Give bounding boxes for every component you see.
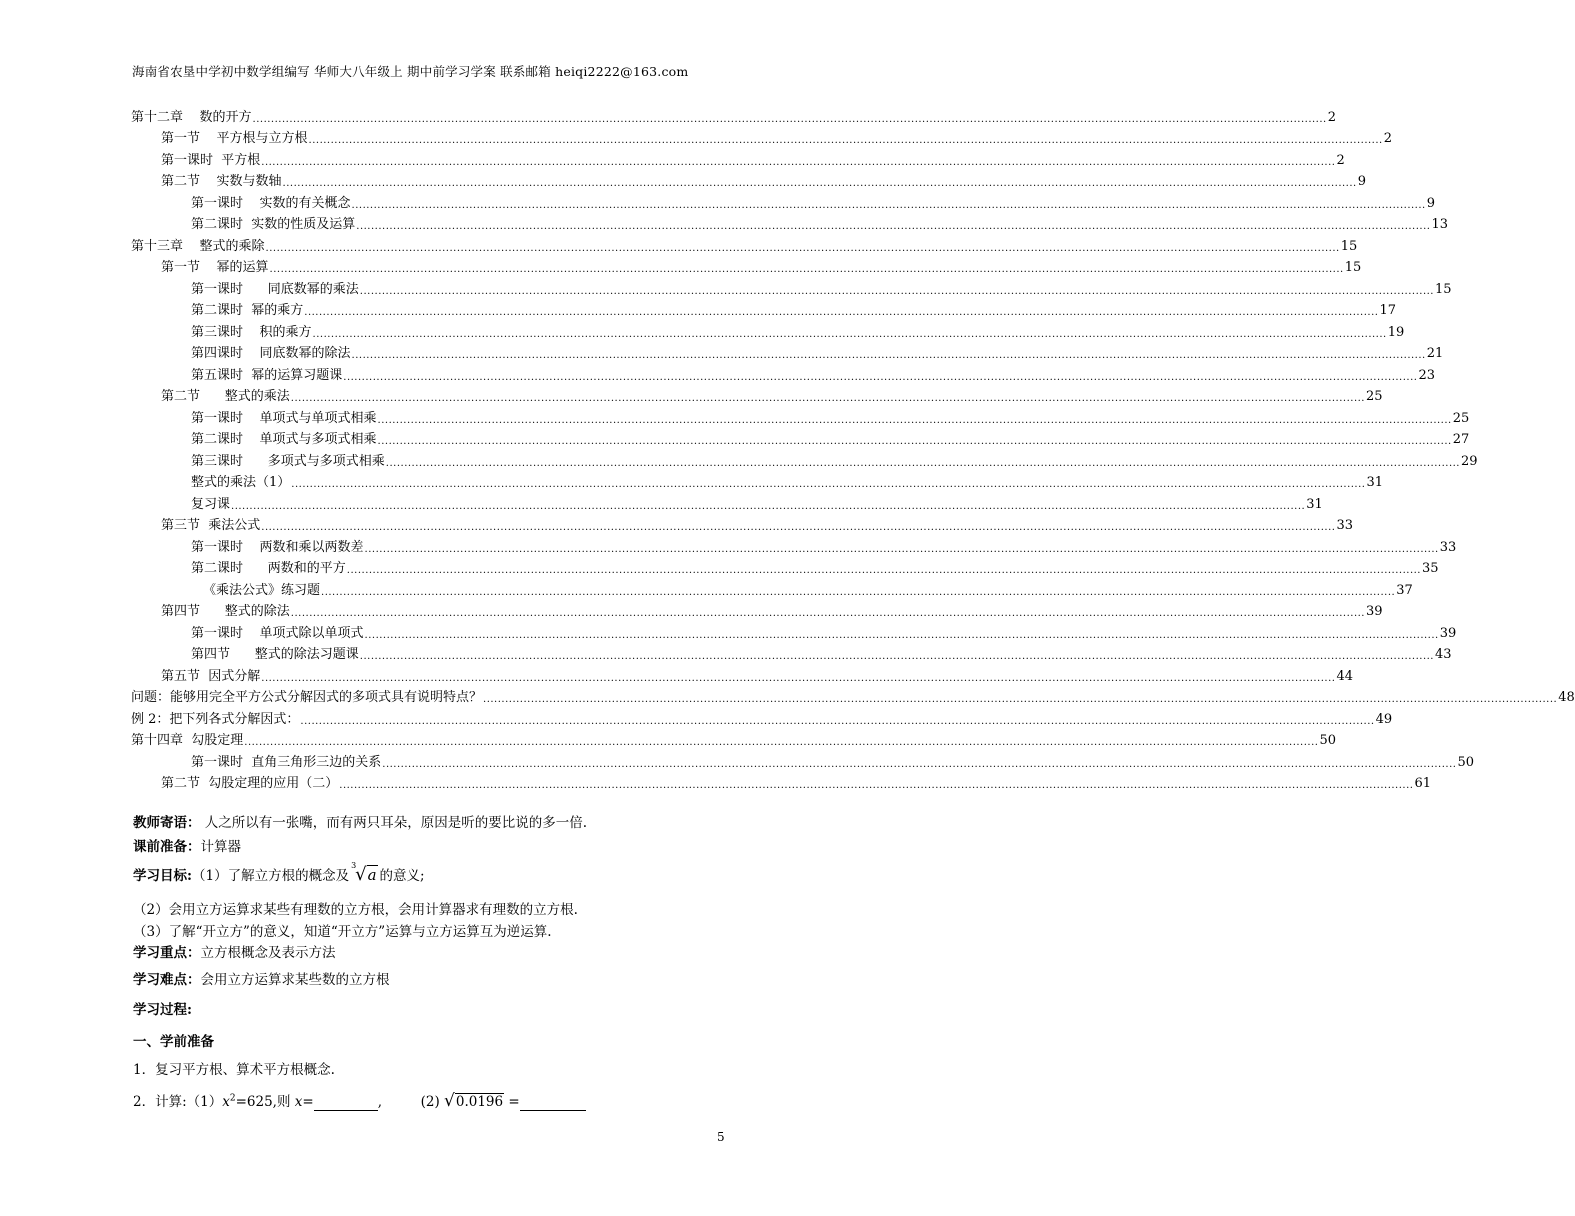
toc-entry-page: 43 — [1434, 647, 1452, 662]
difficulty-text: 会用立方运算求某些数的立方根 — [200, 972, 390, 988]
toc-entry[interactable] — [131, 276, 1452, 298]
toc-entry-title: 第五课时 幂的运算习题课 — [191, 367, 343, 383]
teacher-message-text: 人之所以有一张嘴，而有两只耳朵，原因是听的要比说的多一倍. — [200, 815, 588, 831]
exercise-2-part-2-label: (2) — [420, 1094, 440, 1110]
exercise-2-prefix: 2．计算:（1） — [133, 1094, 223, 1110]
toc-entry[interactable] — [131, 577, 1413, 599]
learning-goal-3: （3）了解“开立方”的意义，知道“开立方”运算与立方运算互为逆运算. — [133, 924, 552, 940]
cube-root-index: 3 — [351, 861, 357, 870]
toc-entry[interactable] — [131, 233, 1358, 255]
toc-dot-leader: .................................................................................................................................................................................................................................................................................................... — [269, 264, 1344, 275]
toc-entry-title: 第一课时 单项式与单项式相乘 — [191, 410, 377, 426]
preparation-text: 计算器 — [200, 839, 241, 855]
toc-entry[interactable] — [131, 255, 1362, 277]
toc-entry-page: 9 — [1426, 195, 1435, 211]
toc-entry-title: 第一课时 实数的有关概念 — [191, 195, 351, 211]
toc-entry[interactable] — [131, 685, 1575, 707]
toc-dot-leader: .................................................................................................................................................................................................................................................................................................... — [364, 629, 1439, 641]
preparation — [133, 835, 241, 855]
toc-dot-leader: .................................................................................................................................................................................................................................................................................................... — [483, 694, 1558, 705]
toc-dot-leader: .................................................................................................................................................................................................................................................................................................... — [290, 393, 1365, 404]
equals-sign-2: = — [508, 1094, 520, 1110]
toc-dot-leader: .................................................................................................................................................................................................................................................................................................... — [377, 414, 1452, 426]
toc-entry[interactable] — [131, 212, 1448, 234]
toc-entry[interactable] — [131, 427, 1470, 449]
toc-entry-title: 例 2：把下列各式分解因式： — [131, 711, 300, 727]
toc-entry-title: 第二节 勾股定理的应用（二） — [161, 776, 339, 791]
toc-entry-title: 复习课 — [191, 496, 231, 512]
exponent: 2 — [229, 1093, 236, 1104]
toc-entry-title: 第四节 整式的除法 — [161, 604, 290, 619]
toc-entry[interactable] — [131, 169, 1366, 191]
variable-x-answer: x — [294, 1094, 303, 1110]
toc-entry[interactable] — [131, 384, 1383, 406]
square-root-expression — [444, 1091, 504, 1111]
toc-entry[interactable] — [131, 728, 1336, 750]
toc-entry[interactable] — [131, 706, 1393, 728]
toc-dot-leader: .................................................................................................................................................................................................................................................................................................... — [244, 737, 1319, 748]
toc-entry-page: 39 — [1365, 604, 1383, 619]
toc-entry-page: 31 — [1306, 496, 1323, 512]
toc-dot-leader: .................................................................................................................................................................................................................................................................................................... — [231, 500, 1306, 512]
toc-entry-title: 问题：能够用完全平方公式分解因式的多项式具有说明特点？ — [131, 690, 483, 705]
preparation-label: 课前准备： — [133, 839, 201, 855]
toc-entry-page: 39 — [1439, 625, 1457, 641]
toc-entry[interactable] — [131, 599, 1383, 621]
process-heading: 学习过程: — [133, 1002, 192, 1018]
exercise-2-part: =625,则 — [235, 1094, 295, 1110]
toc-dot-leader: .................................................................................................................................................................................................................................................................................................... — [351, 199, 1426, 211]
key-point — [133, 941, 336, 961]
radical-sign-icon: √ — [355, 864, 367, 885]
toc-entry-page: 31 — [1366, 475, 1384, 490]
toc-entry[interactable] — [131, 663, 1353, 685]
toc-entry-page: 9 — [1357, 174, 1366, 189]
toc-entry-title: 第四节 整式的除法习题课 — [191, 647, 359, 662]
page-number: 5 — [717, 1130, 725, 1144]
difficulty-label: 学习难点： — [133, 972, 201, 988]
toc-entry-title: 第一课时 直角三角形三边的关系 — [191, 754, 382, 770]
toc-entry-title: 第三课时 多项式与多项式相乘 — [191, 453, 385, 469]
toc-entry-title: 第二课时 单项式与多项式相乘 — [191, 432, 377, 447]
learning-goal-2: （2）会用立方运算求某些有理数的立方根，会用计算器求有理数的立方根. — [133, 902, 578, 918]
toc-entry[interactable] — [131, 126, 1392, 148]
section-heading: 一、学前准备 — [133, 1034, 214, 1050]
toc-entry[interactable] — [131, 556, 1439, 578]
toc-entry-title: 第一课时 两数和乘以两数差 — [191, 539, 364, 555]
toc-entry-page: 19 — [1387, 324, 1405, 340]
page-header: 海南省农垦中学初中数学组编写 华师大八年级上 期中前学习学案 联系邮箱 heiqi2222@163.com — [132, 64, 689, 79]
toc-dot-leader: .................................................................................................................................................................................................................................................................................................... — [351, 350, 1426, 361]
toc-entry-page: 15 — [1434, 281, 1452, 297]
toc-dot-leader: .................................................................................................................................................................................................................................................................................................... — [300, 715, 1375, 727]
toc-entry-page: 15 — [1344, 260, 1362, 275]
toc-dot-leader: .................................................................................................................................................................................................................................................................................................... — [290, 608, 1365, 619]
toc-entry-title: 整式的乘法（1） — [191, 475, 291, 490]
toc-entry-page: 48 — [1558, 690, 1575, 705]
toc-dot-leader: .................................................................................................................................................................................................................................................................................................... — [304, 307, 1379, 318]
toc-entry-page: 25 — [1365, 389, 1383, 404]
toc-entry-title: 第一节 幂的运算 — [161, 260, 269, 275]
toc-entry-title: 第三节 乘法公式 — [161, 518, 261, 533]
toc-entry[interactable] — [131, 620, 1457, 642]
key-point-text: 立方根概念及表示方法 — [200, 945, 336, 961]
toc-entry-page: 50 — [1319, 733, 1336, 748]
toc-entry-page: 35 — [1421, 561, 1439, 576]
toc-entry[interactable] — [131, 470, 1384, 492]
toc-entry[interactable] — [131, 513, 1353, 535]
square-root-value: 0.0196 — [455, 1094, 504, 1110]
toc-entry-title: 第二课时 两数和的平方 — [191, 561, 346, 576]
square-root-sign-icon: √ — [444, 1091, 455, 1111]
toc-dot-leader: .................................................................................................................................................................................................................................................................................................... — [359, 651, 1434, 662]
toc-entry-title: 第一课时 同底数幂的乘法 — [191, 281, 359, 297]
toc-entry[interactable] — [131, 534, 1457, 556]
toc-entry-page: 2 — [1336, 152, 1345, 168]
toc-entry-page: 61 — [1414, 776, 1431, 791]
toc-entry-page: 33 — [1336, 518, 1353, 533]
toc-dot-leader: .................................................................................................................................................................................................................................................................................................... — [282, 178, 1357, 189]
answer-blank-2[interactable] — [520, 1094, 586, 1111]
learning-goal-label: 学习目标: — [133, 868, 192, 884]
toc-dot-leader: .................................................................................................................................................................................................................................................................................................... — [312, 328, 1387, 340]
toc-dot-leader: .................................................................................................................................................................................................................................................................................................... — [265, 242, 1340, 254]
toc-entry[interactable] — [131, 147, 1345, 169]
toc-entry-title: 第二节 整式的乘法 — [161, 389, 290, 404]
toc-dot-leader: .................................................................................................................................................................................................................................................................................................... — [377, 436, 1452, 447]
toc-entry-title: 第一课时 平方根 — [161, 152, 261, 168]
toc-entry[interactable] — [131, 341, 1444, 363]
toc-entry-title: 第三课时 积的乘方 — [191, 324, 312, 340]
difficulty — [133, 968, 390, 988]
toc-entry-page: 21 — [1426, 346, 1444, 361]
toc-entry[interactable] — [131, 298, 1396, 320]
toc-entry-title: 第五节 因式分解 — [161, 668, 261, 684]
toc-entry-page: 37 — [1396, 582, 1413, 598]
toc-dot-leader: .................................................................................................................................................................................................................................................................................................... — [291, 479, 1366, 490]
learning-goal-1 — [133, 861, 425, 885]
variable-x: x — [222, 1094, 230, 1110]
toc-entry-title: 第十二章 数的开方 — [131, 109, 252, 125]
equals-sign: = — [302, 1094, 314, 1110]
toc-entry-title: 第二课时 幂的乘方 — [191, 303, 304, 318]
toc-entry-page: 29 — [1460, 453, 1478, 469]
toc-entry-page: 2 — [1327, 109, 1336, 125]
toc-dot-leader: .................................................................................................................................................................................................................................................................................................... — [308, 135, 1383, 146]
toc-entry-title: 第二节 实数与数轴 — [161, 174, 282, 189]
toc-entry-page: 33 — [1439, 539, 1457, 555]
toc-dot-leader: .................................................................................................................................................................................................................................................................................................... — [339, 780, 1414, 791]
toc-entry[interactable] — [131, 448, 1478, 470]
toc-entry[interactable] — [131, 405, 1470, 427]
cube-root-variable: a — [367, 866, 377, 884]
toc-dot-leader: .................................................................................................................................................................................................................................................................................................... — [261, 672, 1336, 684]
toc-dot-leader: .................................................................................................................................................................................................................................................................................................... — [321, 586, 1396, 598]
toc-dot-leader: .................................................................................................................................................................................................................................................................................................... — [385, 457, 1460, 469]
teacher-message — [133, 811, 587, 831]
key-point-label: 学习重点： — [133, 945, 201, 961]
toc-entry-page: 25 — [1452, 410, 1470, 426]
toc-entry-page: 2 — [1383, 131, 1392, 146]
toc-entry-title: 第十三章 整式的乘除 — [131, 238, 265, 254]
toc-entry[interactable] — [131, 362, 1435, 384]
cube-root-expression — [351, 861, 377, 885]
toc-dot-leader: .................................................................................................................................................................................................................................................................................................... — [346, 565, 1421, 576]
toc-dot-leader: .................................................................................................................................................................................................................................................................................................... — [252, 113, 1327, 125]
toc-entry[interactable] — [131, 642, 1452, 664]
toc-entry-page: 50 — [1457, 754, 1474, 770]
toc-entry-title: 第十四章 勾股定理 — [131, 733, 244, 748]
toc-dot-leader: .................................................................................................................................................................................................................................................................................................... — [261, 522, 1336, 533]
toc-entry[interactable] — [131, 190, 1435, 212]
toc-entry-page: 27 — [1452, 432, 1470, 447]
table-of-contents — [131, 104, 1575, 792]
toc-entry-title: 第一节 平方根与立方根 — [161, 131, 308, 146]
toc-entry[interactable] — [131, 104, 1336, 126]
toc-entry-page: 23 — [1418, 367, 1435, 383]
toc-entry-page: 49 — [1375, 711, 1393, 727]
toc-dot-leader: .................................................................................................................................................................................................................................................................................................... — [364, 543, 1439, 555]
toc-dot-leader: .................................................................................................................................................................................................................................................................................................... — [343, 371, 1418, 383]
toc-entry-page: 17 — [1379, 303, 1396, 318]
toc-entry-page: 44 — [1336, 668, 1353, 684]
toc-dot-leader: .................................................................................................................................................................................................................................................................................................... — [382, 758, 1457, 770]
toc-entry-title: 第一课时 单项式除以单项式 — [191, 625, 364, 641]
toc-entry[interactable] — [131, 491, 1323, 513]
toc-entry[interactable] — [131, 749, 1474, 771]
toc-entry[interactable] — [131, 319, 1405, 341]
toc-entry-title: 《乘法公式》练习题 — [203, 582, 321, 598]
toc-entry[interactable] — [131, 771, 1431, 793]
toc-dot-leader: .................................................................................................................................................................................................................................................................................................... — [356, 221, 1431, 232]
toc-entry-page: 15 — [1340, 238, 1358, 254]
exercise-2 — [133, 1090, 586, 1111]
toc-entry-page: 13 — [1431, 217, 1448, 232]
teacher-message-label: 教师寄语： — [133, 815, 201, 831]
comma: , — [377, 1094, 382, 1110]
exercise-1: 1．复习平方根、算术平方根概念. — [133, 1062, 335, 1078]
answer-blank-1[interactable] — [314, 1094, 378, 1111]
toc-entry-title: 第四课时 同底数幂的除法 — [191, 346, 351, 361]
toc-dot-leader: .................................................................................................................................................................................................................................................................................................... — [359, 285, 1434, 297]
toc-dot-leader: .................................................................................................................................................................................................................................................................................................... — [261, 156, 1336, 168]
toc-entry-title: 第二课时 实数的性质及运算 — [191, 217, 356, 232]
learning-goal-1-end: 的意义; — [379, 868, 425, 884]
learning-goal-1-text: （1）了解立方根的概念及 — [191, 868, 350, 884]
